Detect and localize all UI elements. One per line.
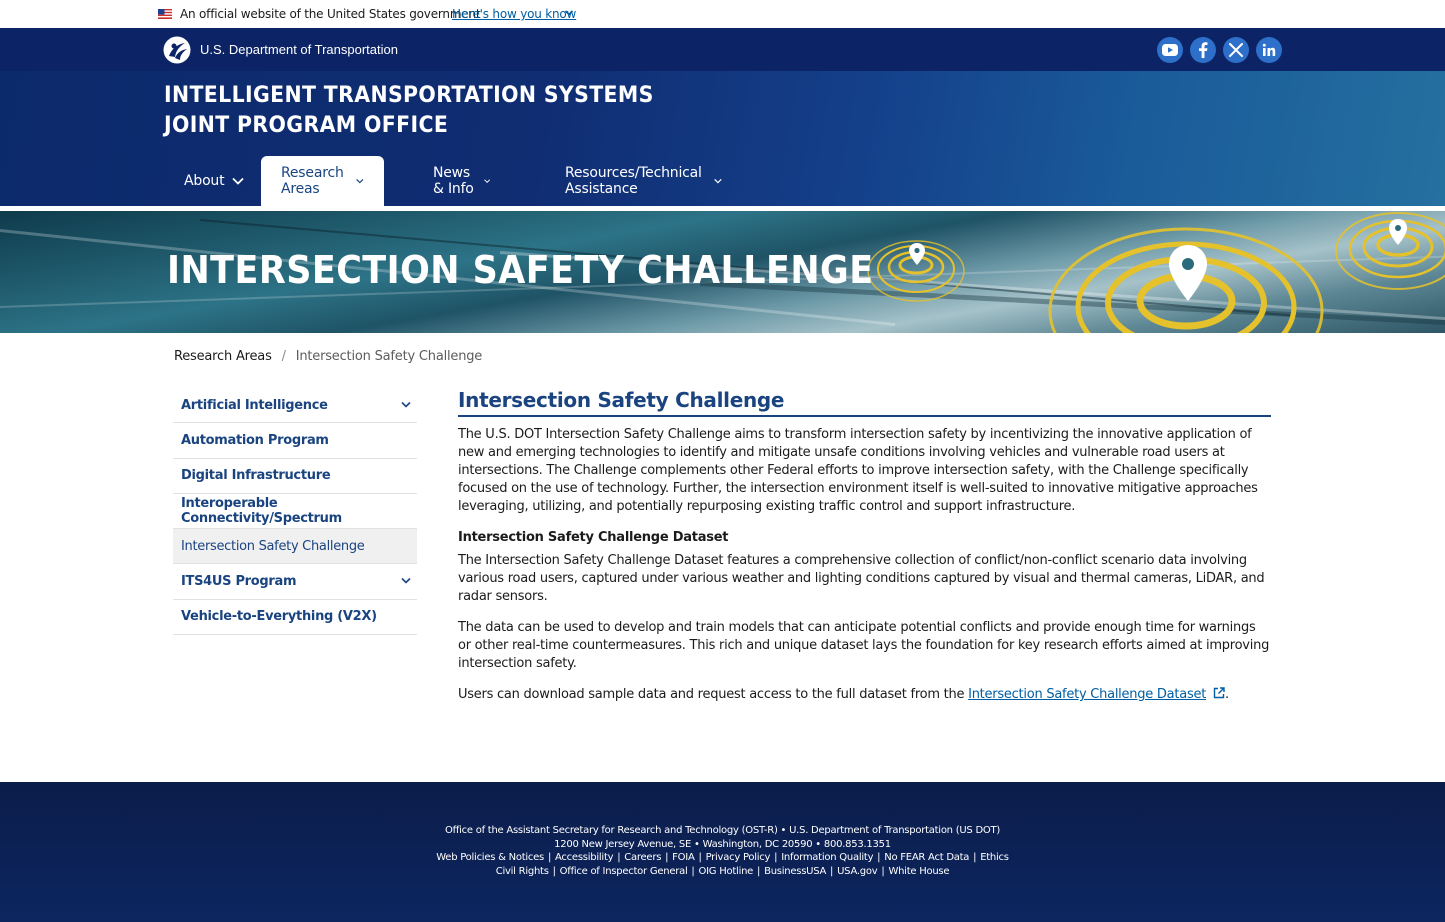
site-title-line1: INTELLIGENT TRANSPORTATION SYSTEMS — [164, 83, 654, 108]
nav-news-info-label: News & Info — [433, 165, 474, 197]
footer-link-foia[interactable]: FOIA — [672, 852, 695, 863]
usdot-logo-icon[interactable] — [163, 36, 191, 64]
chevron-down-icon — [714, 177, 722, 185]
hero-title: INTERSECTION SAFETY CHALLENGE — [167, 248, 874, 292]
nav-news-info[interactable] — [433, 156, 490, 206]
sidenav-item-label: Automation Program — [181, 432, 329, 448]
site-title-line2: JOINT PROGRAM OFFICE — [164, 113, 449, 138]
sidenav-item-label: Intersection Safety Challenge — [181, 538, 365, 554]
footer-link-usa-gov[interactable]: USA.gov — [837, 866, 878, 877]
footer-link-businessusa[interactable]: BusinessUSA — [764, 866, 827, 877]
us-flag-icon — [158, 9, 172, 19]
sidenav-item-intersection-safety-challenge[interactable] — [173, 529, 417, 564]
footer-link-careers[interactable]: Careers — [624, 852, 662, 863]
sidenav-item-interoperable-connectivity[interactable] — [173, 494, 417, 529]
linkedin-icon[interactable] — [1256, 37, 1282, 63]
nav-about[interactable] — [184, 156, 244, 206]
footer-link-oig-hotline[interactable]: OIG Hotline — [698, 866, 754, 877]
gov-banner-text: An official website of the United States government — [180, 7, 481, 21]
sidenav-item-label: Interoperable Connectivity/Spectrum — [181, 496, 342, 527]
hero-banner — [0, 211, 1445, 333]
sidenav-item-digital-infrastructure[interactable] — [173, 459, 417, 494]
sidenav-item-label: Digital Infrastructure — [181, 468, 331, 484]
gov-banner — [0, 0, 1445, 28]
footer-agency-line: Office of the Assistant Secretary for Research and Technology (OST-R) • U.S. Department of Transportation (US DOT) — [444, 825, 1001, 836]
sidenav-item-automation-program[interactable] — [173, 423, 417, 458]
chevron-down-icon[interactable] — [564, 8, 574, 18]
heres-how-you-know-link[interactable]: Here's how you know — [452, 7, 577, 21]
footer-link-oig[interactable]: Office of Inspector General — [559, 866, 688, 877]
nav-resources-label: Resources/Technical Assistance — [565, 165, 702, 197]
sidenav-item-label: ITS4US Program — [181, 574, 297, 590]
site-footer — [0, 782, 1445, 922]
download-prefix: Users can download sample data and request access to the full dataset from the — [458, 687, 969, 702]
footer-link-web-policies[interactable]: Web Policies & Notices — [436, 852, 545, 863]
nav-research-areas[interactable] — [261, 156, 384, 206]
footer-links-row-1: Web Policies & Notices | Accessibility | Careers | FOIA | Privacy Policy | Information Quality | No FEAR Act Data | Ethics — [436, 852, 1009, 863]
footer-link-white-house[interactable]: White House — [888, 866, 950, 877]
dataset-link[interactable]: Intersection Safety Challenge Dataset — [968, 687, 1207, 702]
external-link-icon[interactable] — [1213, 687, 1225, 699]
chevron-down-icon[interactable] — [401, 577, 411, 585]
chevron-down-icon — [356, 177, 364, 185]
sidenav-item-v2x[interactable] — [173, 600, 417, 635]
chevron-down-icon — [232, 177, 244, 185]
footer-link-information-quality[interactable]: Information Quality — [781, 852, 874, 863]
sidenav-item-its4us-program[interactable] — [173, 564, 417, 599]
breadcrumb-separator: / — [281, 349, 286, 364]
footer-link-privacy-policy[interactable]: Privacy Policy — [705, 852, 771, 863]
breadcrumb — [174, 349, 482, 364]
facebook-icon[interactable] — [1190, 37, 1216, 63]
download-suffix: . — [1224, 687, 1229, 702]
footer-link-ethics[interactable]: Ethics — [980, 852, 1009, 863]
site-header — [0, 28, 1445, 206]
side-nav — [173, 388, 417, 635]
breadcrumb-research-areas[interactable]: Research Areas — [174, 349, 272, 364]
footer-links-row-2: Civil Rights | Office of Inspector General | OIG Hotline | BusinessUSA | USA.gov | White House — [495, 866, 950, 877]
footer-link-civil-rights[interactable]: Civil Rights — [495, 866, 549, 877]
sidenav-item-label: Vehicle-to-Everything (V2X) — [181, 609, 377, 625]
footer-link-no-fear-act[interactable]: No FEAR Act Data — [884, 852, 970, 863]
site-title[interactable] — [164, 81, 654, 141]
breadcrumb-current: Intersection Safety Challenge — [295, 349, 483, 364]
dataset-paragraph-1: The Intersection Safety Challenge Dataset features a comprehensive collection of conflict/non-conflict scenario data involving various road users, captured under various weather and lighting conditions captured by visual and thermal cameras, LiDAR, and radar sensors. — [458, 553, 1265, 604]
nav-resources[interactable] — [565, 156, 722, 206]
intro-paragraph: The U.S. DOT Intersection Safety Challenge aims to transform intersection safety by incentivizing the innovative application of new and emerging technologies to identify and mitigate unsafe conditions involving vehicles and vulnerable road users at intersections. The Challenge complements other Federal efforts to improve intersection safety, with the Challenge specifically focused on the use of technology. Further, the intersection environment itself is well-suited to innovative mitigative approaches leveraging, utilizing, and potentially repurposing existing traffic control and support infrastructure. — [458, 427, 1258, 514]
nav-research-areas-label: Research Areas — [281, 165, 344, 197]
page-title: Intersection Safety Challenge — [458, 388, 1271, 417]
sidenav-item-artificial-intelligence[interactable] — [173, 388, 417, 423]
chevron-down-icon[interactable] — [401, 401, 411, 409]
youtube-icon[interactable] — [1157, 37, 1183, 63]
main-content — [458, 388, 1271, 704]
x-twitter-icon[interactable] — [1223, 37, 1249, 63]
download-paragraph — [458, 686, 1271, 704]
dataset-paragraph-2: The data can be used to develop and train models that can anticipate potential conflicts and provide enough time for warnings or other real-time countermeasures. This rich and unique dataset lays the foundation for key research efforts aimed at improving intersection safety. — [458, 620, 1270, 671]
footer-link-accessibility[interactable]: Accessibility — [555, 852, 614, 863]
sidenav-item-label: Artificial Intelligence — [181, 397, 328, 413]
footer-address-line: 1200 New Jersey Avenue, SE • Washington, DC 20590 • 800.853.1351 — [554, 839, 891, 850]
dataset-heading: Intersection Safety Challenge Dataset — [458, 530, 729, 545]
chevron-down-icon — [484, 177, 490, 185]
nav-about-label: About — [184, 173, 225, 189]
agency-name[interactable]: U.S. Department of Transportation — [200, 42, 398, 57]
